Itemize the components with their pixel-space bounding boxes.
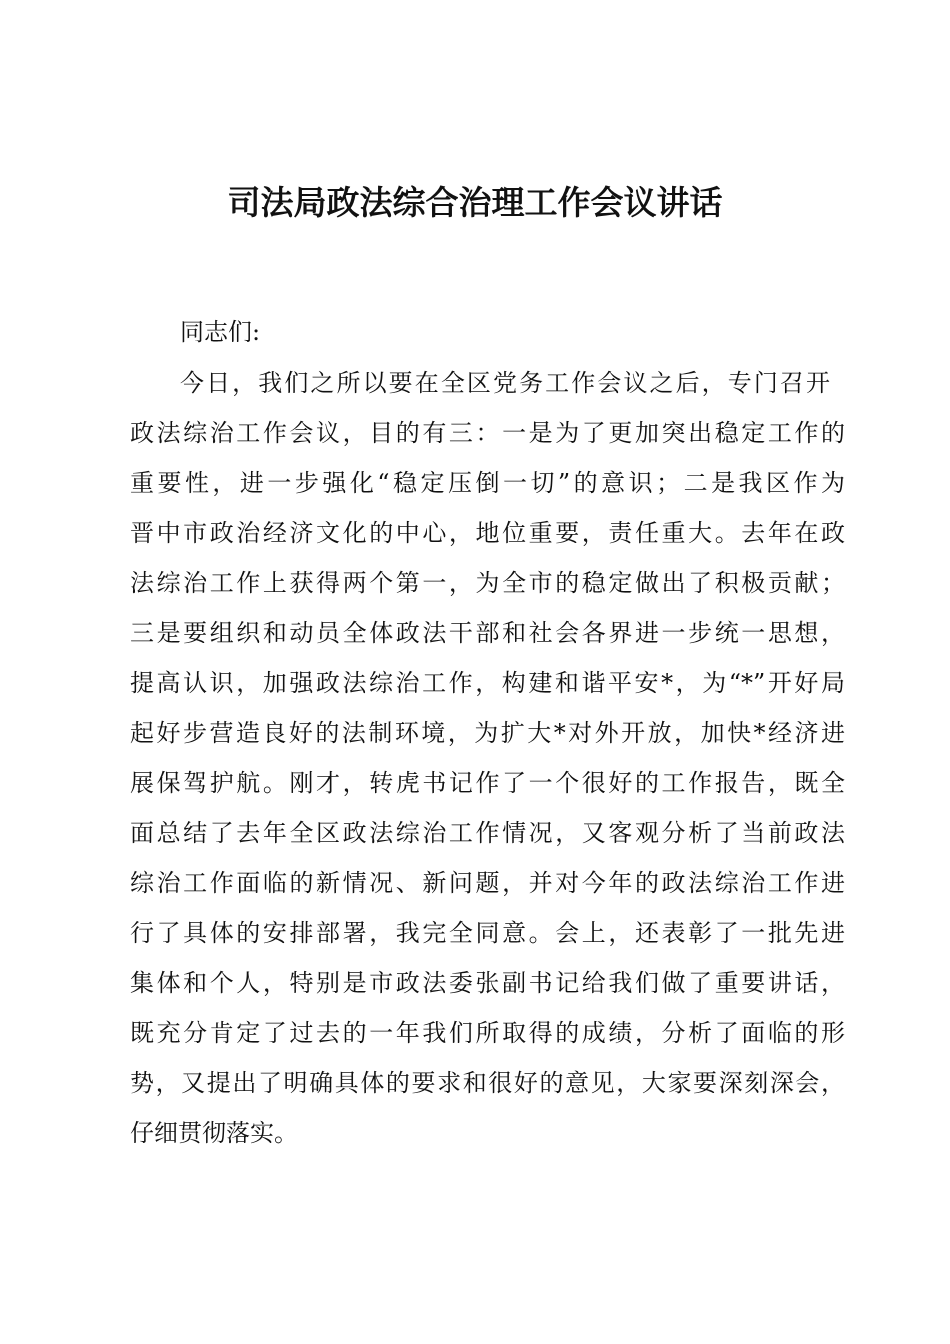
paragraph-line: 法综治工作上获得两个第一，为全市的稳定做出了积极贡献； (130, 569, 845, 597)
document-title: 司法局政法综合治理工作会议讲话 (227, 183, 723, 222)
paragraph-line: 今日，我们之所以要在全区党务工作会议之后，专门召开 (180, 369, 830, 397)
paragraph-line: 面总结了去年全区政法综治工作情况，又客观分析了当前政法 (130, 819, 845, 847)
paragraph-line: 三是要组织和动员全体政法干部和社会各界进一步统一思想， (130, 619, 845, 647)
paragraph-line: 重要性，进一步强化“稳定压倒一切”的意识；二是我区作为 (130, 469, 845, 497)
paragraph-line: 展保驾护航。刚才，转虎书记作了一个很好的工作报告，既全 (130, 769, 845, 797)
paragraph-line: 仔细贯彻落实。 (130, 1119, 298, 1147)
paragraph-line: 政法综治工作会议，目的有三：一是为了更加突出稳定工作的 (130, 419, 845, 447)
salutation: 同志们: (180, 318, 261, 346)
paragraph-line: 起好步营造良好的法制环境，为扩大*对外开放，加快*经济进 (130, 719, 845, 747)
paragraph-line: 势，又提出了明确具体的要求和很好的意见，大家要深刻深会， (130, 1069, 845, 1097)
paragraph-line: 行了具体的安排部署，我完全同意。会上，还表彰了一批先进 (130, 919, 845, 947)
paragraph-line: 提高认识，加强政法综治工作，构建和谐平安*，为“*”开好局 (130, 669, 845, 697)
paragraph-line: 既充分肯定了过去的一年我们所取得的成绩，分析了面临的形 (130, 1019, 845, 1047)
paragraph-line: 晋中市政治经济文化的中心，地位重要，责任重大。去年在政 (130, 519, 845, 547)
paragraph-line: 集体和个人，特别是市政法委张副书记给我们做了重要讲话， (130, 969, 845, 997)
paragraph-line: 综治工作面临的新情况、新问题，并对今年的政法综治工作进 (130, 869, 845, 897)
